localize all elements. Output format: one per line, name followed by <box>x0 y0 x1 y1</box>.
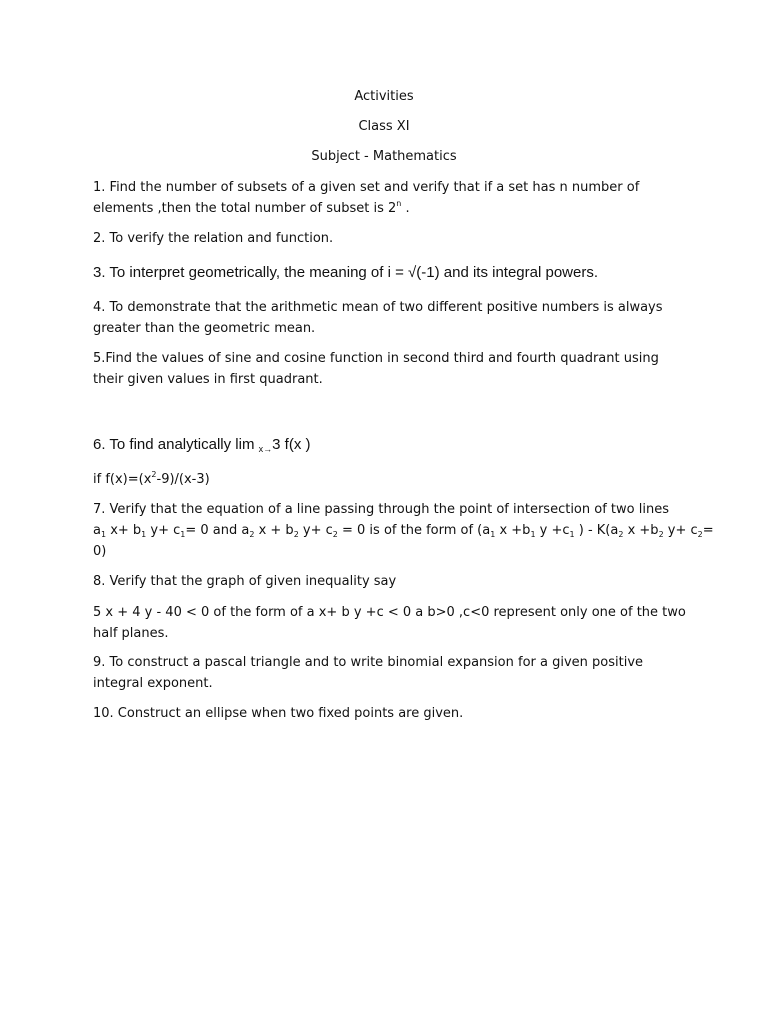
activity-3: 3. To interpret geometrically, the meaning of i = √(-1) and its integral powers. <box>93 264 599 281</box>
activity-8-line-3: half planes. <box>93 626 169 641</box>
eq-sub: 1 <box>141 530 147 539</box>
eq-part: x +b <box>495 523 531 538</box>
eq-part: a <box>93 523 101 538</box>
activity-1-line-1: 1. Find the number of subsets of a given set and verify that if a set has n number of <box>93 180 640 195</box>
activity-7-line-2 <box>93 520 714 541</box>
activity-2: 2. To verify the relation and function. <box>93 231 334 246</box>
eq-part: y+ c <box>146 523 181 538</box>
activity-7-line-3: 0) <box>93 544 107 559</box>
activity-6-end: 3 f(x ) <box>272 436 311 453</box>
activity-6-condition <box>93 469 675 490</box>
eq-part: y+ c <box>663 523 698 538</box>
activity-1-line-2-text: elements ,then the total number of subset is 2 <box>93 201 397 216</box>
activity-7 <box>93 499 714 562</box>
activity-7-line-1: 7. Verify that the equation of a line passing through the point of intersection of two lines <box>93 502 669 517</box>
activity-6 <box>93 434 675 460</box>
eq-sub: 2 <box>293 530 299 539</box>
eq-part: y+ c <box>298 523 333 538</box>
activity-4-line-1: 4. To demonstrate that the arithmetic mean of two different positive numbers is always <box>93 300 663 315</box>
activity-5 <box>93 348 675 390</box>
condition-b: -9)/(x-3) <box>156 472 210 487</box>
activity-4 <box>93 297 675 339</box>
activity-1 <box>93 177 675 219</box>
activity-4-line-2: greater than the geometric mean. <box>93 321 316 336</box>
activity-9-line-2: integral exponent. <box>93 676 213 691</box>
activity-10: 10. Construct an ellipse when two fixed points are given. <box>93 706 464 721</box>
activity-8-line-2: 5 x + 4 y - 40 < 0 of the form of a x+ b y +c < 0 a b>0 ,c<0 represent only one of the two <box>93 605 686 620</box>
condition-power: 2 <box>151 470 157 479</box>
activity-1-line-2-end: . <box>401 201 410 216</box>
activity-8 <box>93 602 686 644</box>
eq-sub: 1 <box>180 530 186 539</box>
eq-part: x +b <box>623 523 659 538</box>
subject-heading: Subject - Mathematics <box>311 149 457 164</box>
activity-6-text: 6. To find analytically lim <box>93 436 259 453</box>
eq-part: = <box>702 523 714 538</box>
activity-5-line-1: 5.Find the values of sine and cosine function in second third and fourth quadrant using <box>93 351 659 366</box>
activity-9 <box>93 652 675 694</box>
eq-sub: 1 <box>100 530 107 539</box>
power-n: n <box>396 199 402 208</box>
class-heading: Class XI <box>358 119 410 134</box>
activity-5-line-2: their given values in first quadrant. <box>93 372 323 387</box>
eq-sub: 2 <box>697 530 703 539</box>
eq-sub: 1 <box>530 530 536 539</box>
activity-9-line-1: 9. To construct a pascal triangle and to write binomial expansion for a given positive <box>93 655 644 670</box>
limit-subscript: x→ <box>258 444 273 454</box>
eq-sub: 2 <box>658 530 664 539</box>
eq-part: x+ b <box>106 523 142 538</box>
condition-a: if f(x)=(x <box>93 472 152 487</box>
eq-part: y +c <box>535 523 570 538</box>
eq-part: ) - K(a <box>574 523 619 538</box>
eq-part: = 0 and a <box>185 523 250 538</box>
eq-sub: 2 <box>332 530 338 539</box>
eq-sub: 1 <box>569 530 575 539</box>
eq-sub: 2 <box>618 530 624 539</box>
eq-part: x + b <box>254 523 294 538</box>
eq-sub: 1 <box>490 530 496 539</box>
eq-part: = 0 is of the form of (a <box>337 523 491 538</box>
activity-1-line-2 <box>93 198 675 219</box>
activity-8-heading: 8. Verify that the graph of given inequality say <box>93 574 397 589</box>
eq-sub: 2 <box>249 530 255 539</box>
doc-title: Activities <box>354 89 414 104</box>
